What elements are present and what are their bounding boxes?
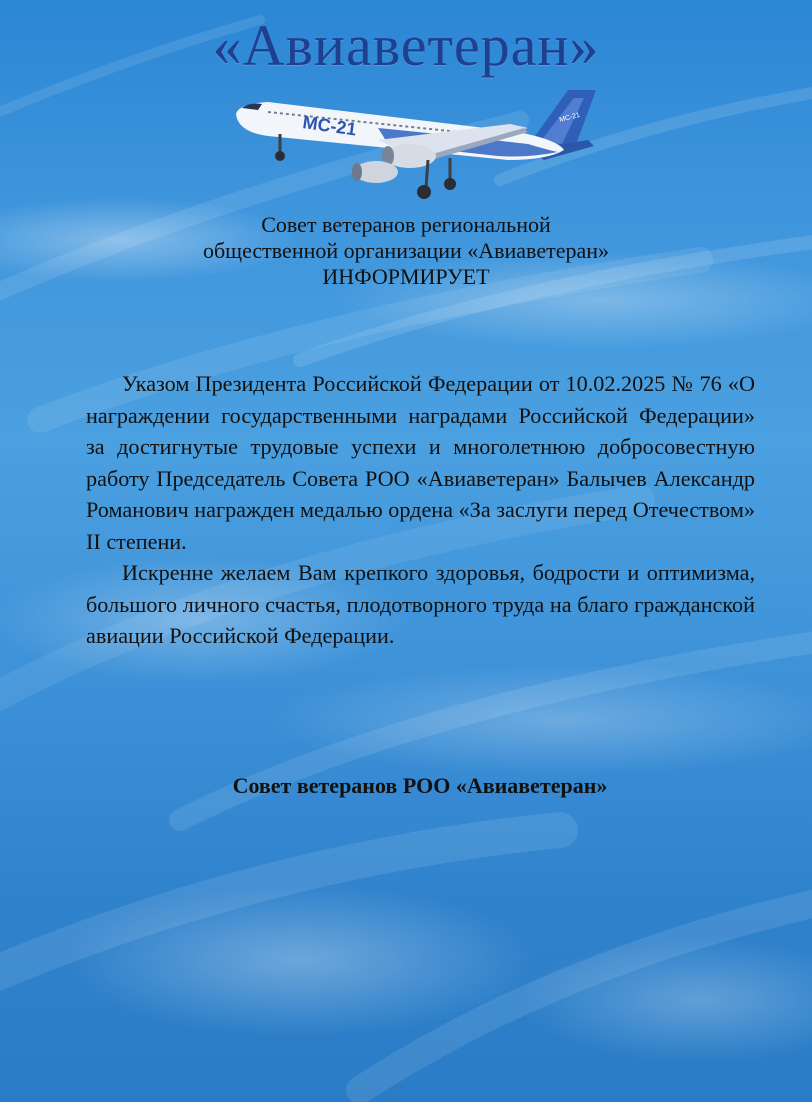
airplane-image [228,84,600,212]
fuselage-livery-text: МС-21 [301,112,358,140]
signature: Совет ветеранов РОО «Авиаветеран» [232,773,608,798]
wishes-paragraph: Искренне желаем Вам крепкого здоровья, бодрости и оптимизма, большого личного счастья, плодотворного труда на благо гражданской авиации Российской Федерации. [86,560,755,648]
header-line-council: Совет ветеранов региональной [261,212,551,237]
announcement-body [86,368,755,652]
header-line-informs: ИНФОРМИРУЕТ [322,264,490,289]
organization-logo-title: «Авиаветеран» [212,13,600,78]
announcement-header [0,212,812,290]
header-line-organization: общественной организации «Авиаветеран» [202,238,610,263]
award-paragraph: Указом Президента Российской Федерации от 10.02.2025 № 76 «О награждении государственными наградами Российской Федерации» за достигнутые трудовые успехи и многолетнюю добросовестную работу Председатель Совета РОО «Авиаветеран» Балычев Александр Романович награжден медалью ордена «За заслуги перед Отечеством» II степени. [86,371,755,554]
tail-livery-text: МС-21 [558,111,581,124]
